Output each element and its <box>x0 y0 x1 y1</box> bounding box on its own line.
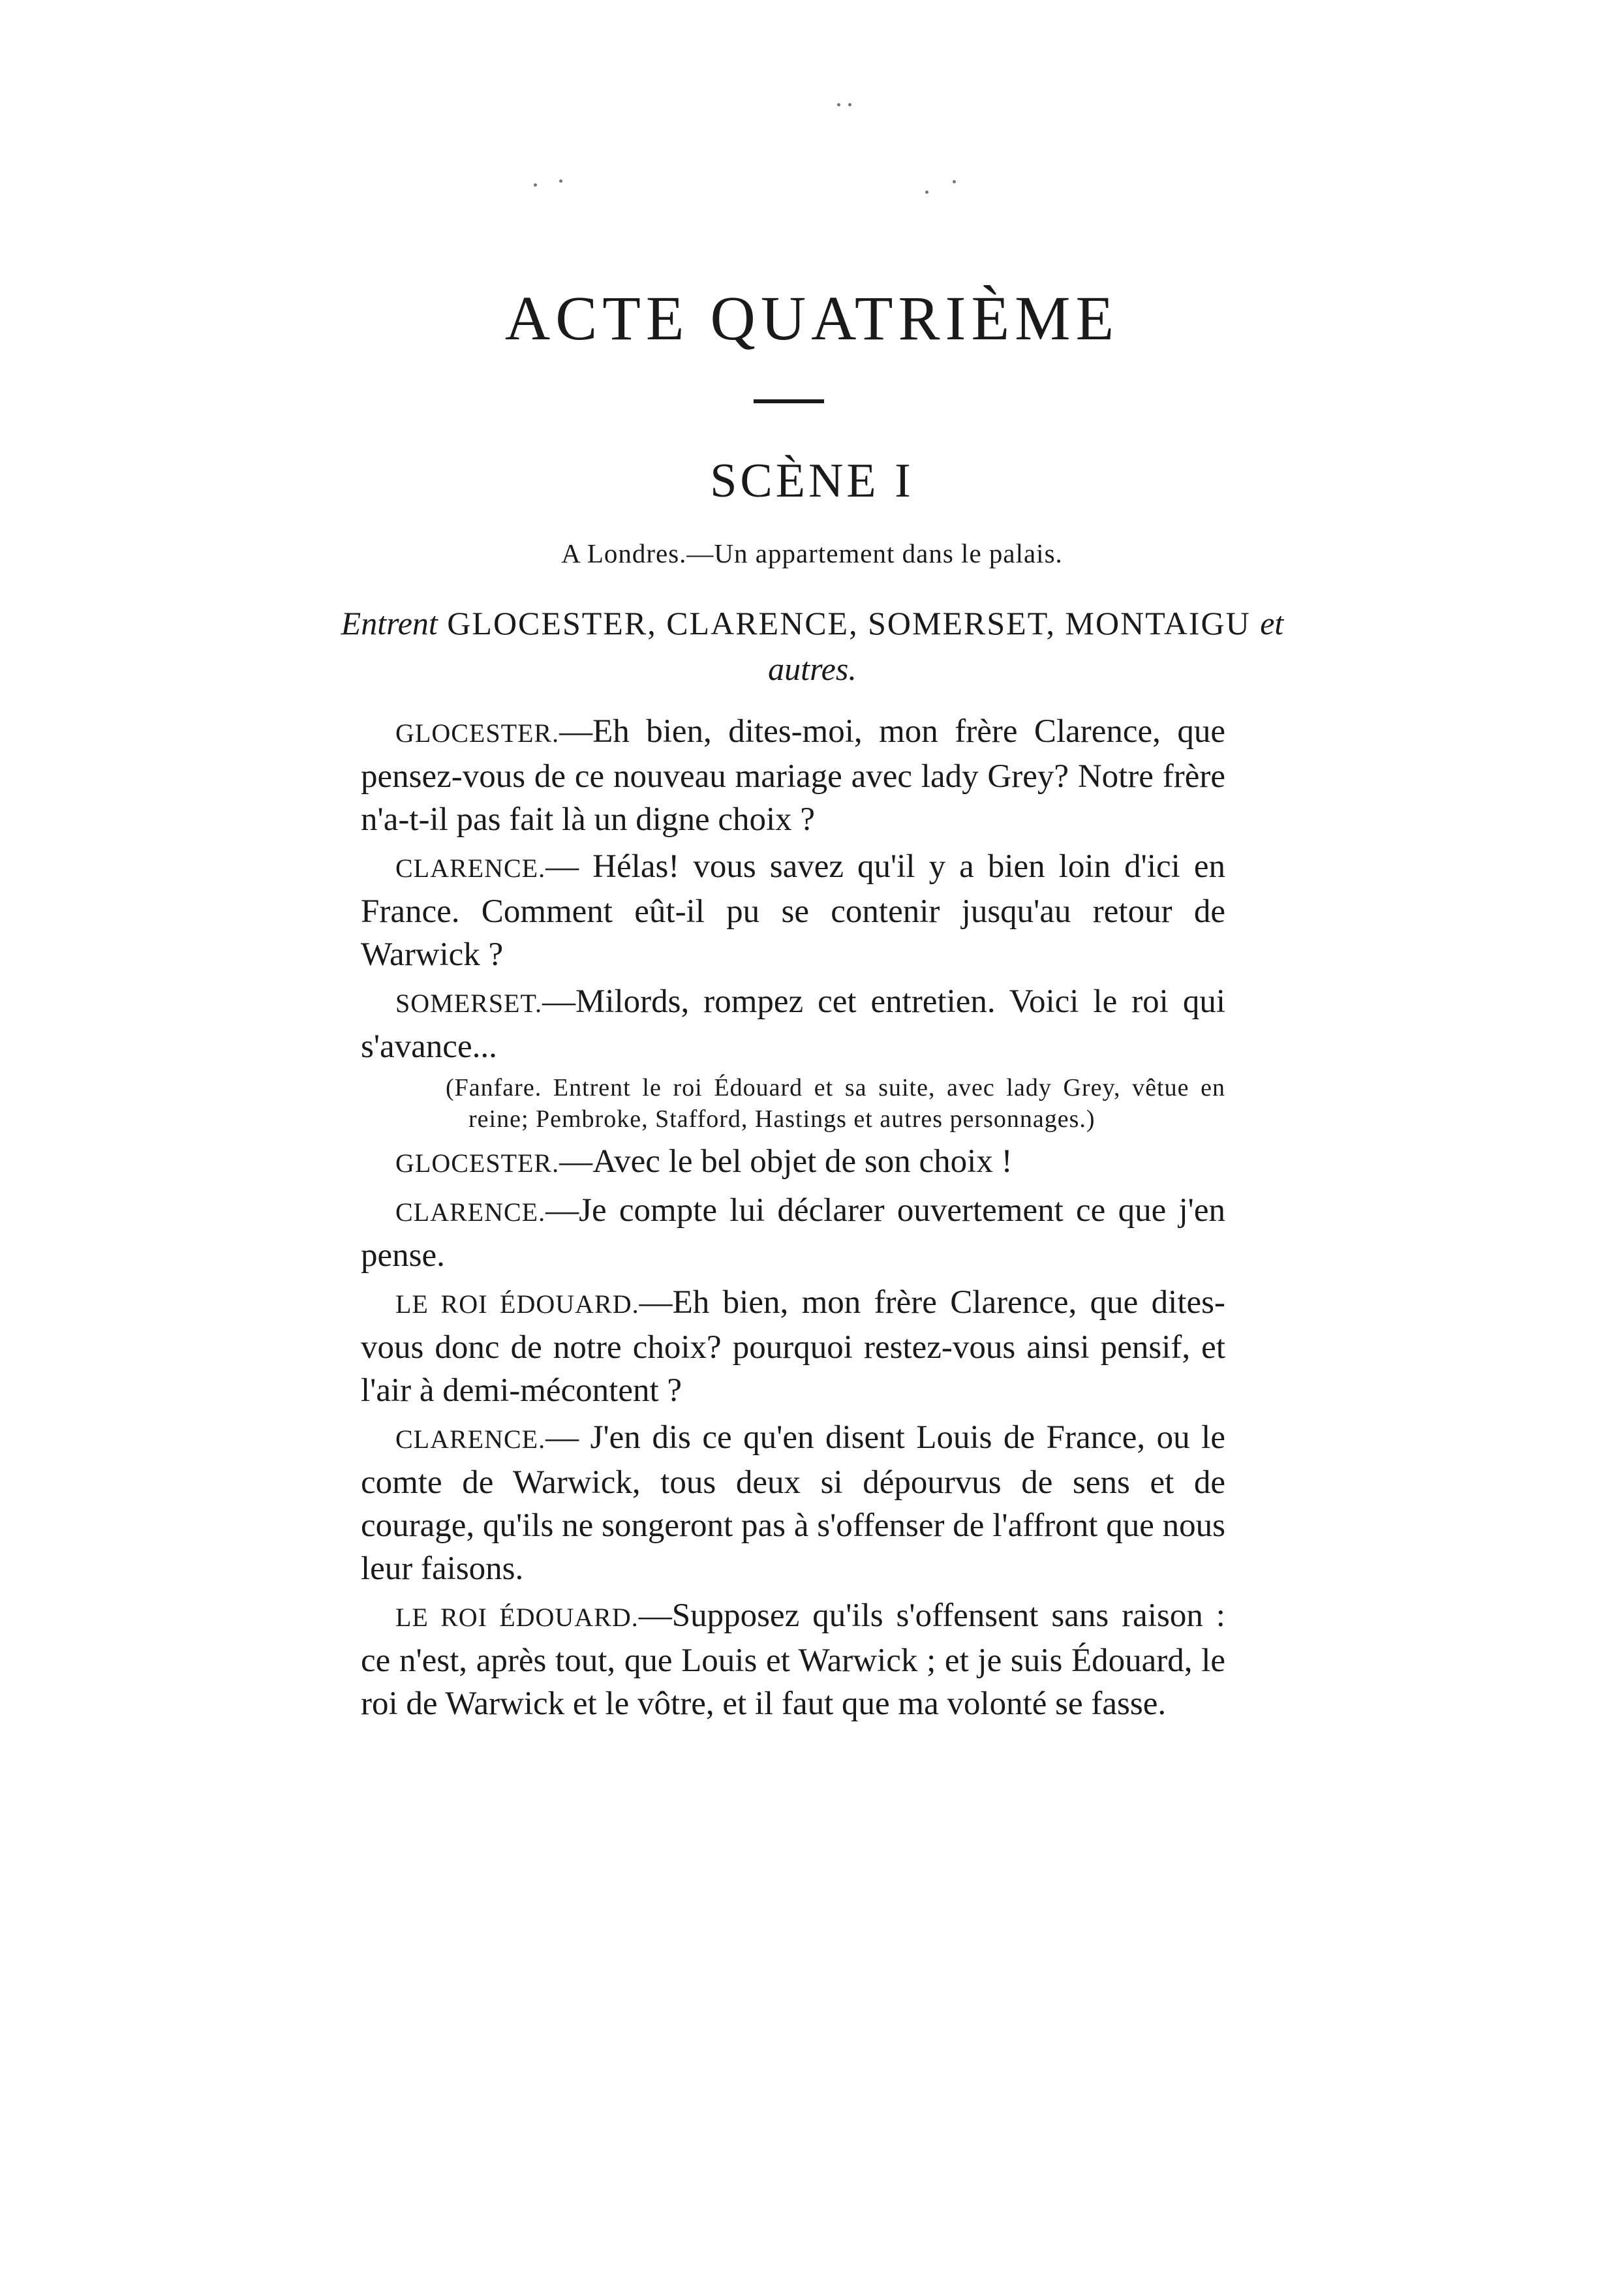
print-speck <box>925 191 928 194</box>
speech-text: — J'en dis ce qu'en disent Louis de France, ou le comte de Warwick, tous deux si dépourvus de sens et de courage, qu'ils ne songeront pas à s'offenser de l'affront que nous leur faisons. <box>361 1419 1225 1587</box>
speech <box>361 1281 1225 1412</box>
speech <box>361 1416 1225 1590</box>
speech-text: — Hélas! vous savez qu'il y a bien loin d'ici en France. Comment eût-il pu se contenir jusqu'au retour de Warwick ? <box>361 848 1225 973</box>
dialogue <box>361 710 1225 1729</box>
entrance-names: GLOCESTER, CLARENCE, SOMERSET, MONTAIGU <box>447 605 1251 641</box>
print-speck <box>559 179 562 183</box>
speaker-name: LE ROI ÉDOUARD. <box>395 1603 639 1632</box>
entrance-others: autres. <box>768 651 857 687</box>
speech-text: —Supposez qu'ils s'offensent sans raison : ce n'est, après tout, que Louis et Warwick ; et je suis Édouard, le roi de Warwick et le vôtre, et il faut que ma volonté se fasse. <box>361 1597 1225 1722</box>
speaker-name: GLOCESTER. <box>395 718 560 748</box>
act-title: ACTE QUATRIÈME <box>504 283 1120 353</box>
title-rule <box>754 399 824 403</box>
speaker-name: GLOCESTER. <box>395 1148 560 1178</box>
speech-text: —Je compte lui déclarer ouvertement ce que j'en pense. <box>361 1192 1225 1274</box>
speech-text: —Eh bien, dites-moi, mon frère Clarence, que pensez-vous de ce nouveau mariage avec lady Grey? Notre frère n'a-t-il pas fait là un digne choix ? <box>361 713 1225 838</box>
print-speck <box>534 183 537 187</box>
stage-direction: (Fanfare. Entrent le roi Édouard et sa suite, avec lady Grey, vêtue en reine; Pembroke, Stafford, Hastings et autres personnages.) <box>446 1074 1225 1133</box>
entrance-verb: Entrent <box>341 605 438 641</box>
speaker-name: CLARENCE. <box>395 854 546 883</box>
speech <box>361 845 1225 976</box>
speaker-name: CLARENCE. <box>395 1424 546 1454</box>
speech-text: —Milords, rompez cet entretien. Voici le roi qui s'avance... <box>361 983 1225 1065</box>
speaker-name: CLARENCE. <box>395 1197 546 1227</box>
speech <box>361 1140 1225 1185</box>
print-speck <box>837 103 840 106</box>
speaker-name: SOMERSET. <box>395 989 542 1018</box>
print-speck <box>953 180 956 183</box>
speech <box>361 1189 1225 1277</box>
speech <box>361 710 1225 841</box>
entrance-conj: et <box>1260 605 1284 641</box>
scene-title: SCÈNE I <box>710 454 914 508</box>
speech-text: —Avec le bel objet de son choix ! <box>559 1143 1013 1180</box>
speech <box>361 1594 1225 1725</box>
print-speck <box>848 103 851 106</box>
stage-entrance <box>326 600 1298 692</box>
scene-setting: A Londres.—Un appartement dans le palais. <box>561 538 1063 568</box>
speaker-name: LE ROI ÉDOUARD. <box>395 1289 639 1319</box>
speech <box>361 980 1225 1068</box>
speech-text: —Eh bien, mon frère Clarence, que dites-vous donc de notre choix? pourquoi restez-vous ainsi pensif, et l'air à demi-mécontent ? <box>361 1284 1225 1409</box>
